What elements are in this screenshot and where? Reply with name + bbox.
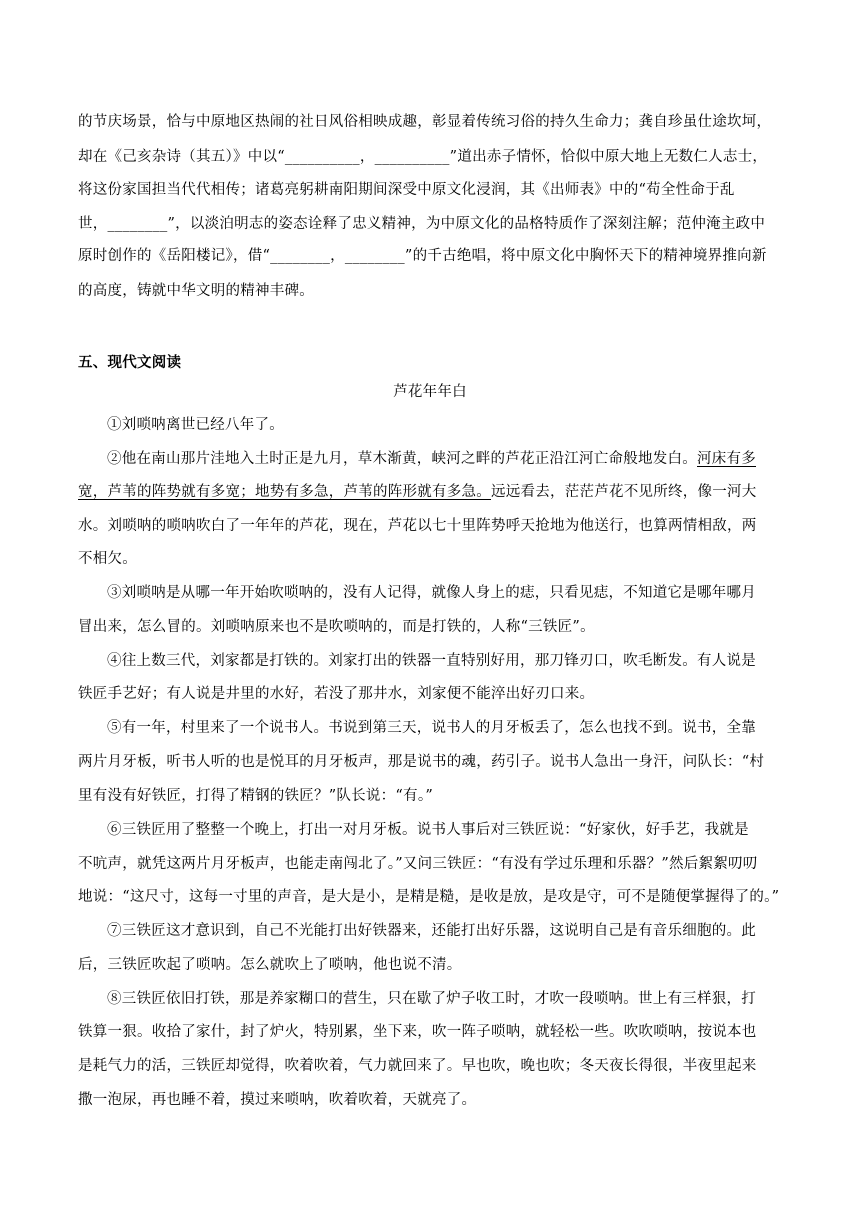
underlined-text: 宽，芦苇的阵势就有多宽；地势有多急，芦苇的阵形就有多急。 (78, 484, 491, 500)
paragraph-2-line: 不相欠。 (78, 551, 137, 567)
plain-text: 远远看去，茫茫芦花不见所终，像一河大 (491, 484, 757, 500)
paragraph-3-line: ③刘唢呐是从哪一年开始吹唢呐的，没有人记得，就像人身上的痣，只看见痣，不知道它是哪年哪月 (107, 585, 756, 601)
paragraph-5-line: 两片月牙板，听书人听的也是悦耳的月牙板声，那是说书的魂，药引子。说书人急出一身汗，问队长：“村 (78, 754, 765, 770)
text-line: 原时创作的《岳阳楼记》，借“________，________”的千古绝唱，将中原文化中胸怀天下的精神境界推向新 (78, 248, 767, 264)
paragraph-8-line: 铁算一狠。收拾了家什，封了炉火，特别累，坐下来，吹一阵子唢呐，就轻松一些。吹吹唢呐，按说本也 (78, 1024, 757, 1040)
paragraph-6-line: ⑥三铁匠用了整整一个晚上，打出一对月牙板。说书人事后对三铁匠说：“好家伙，好手艺，我就是 (107, 822, 749, 838)
article-title: 芦花年年白 (393, 384, 467, 400)
paragraph-2-line: 水。刘唢呐的唢呐吹白了一年年的芦花，现在，芦花以七十里阵势呼天抢地为他送行，也算两情相敌，两 (78, 518, 757, 534)
text-line: 的节庆场景，恰与中原地区热闹的社日风俗相映成趣，彰显着传统习俗的持久生命力；龚自珍虽仕途坎坷， (78, 114, 772, 130)
paragraph-8-line: 是耗气力的活，三铁匠却觉得，吹着吹着，气力就回来了。早也吹，晚也吹；冬天夜长得很，半夜里起来 (78, 1058, 757, 1074)
paragraph-3-line: 冒出来，怎么冒的。刘唢呐原来也不是吹唢呐的，而是打铁的，人称“三铁匠”。 (78, 619, 595, 635)
paragraph-7-line: ⑦三铁匠这才意识到，自己不光能打出好铁器来，还能打出好乐器，这说明自己是有音乐细胞的。此 (107, 923, 756, 939)
text-line: 的高度，铸就中华文明的精神丰碑。 (78, 283, 314, 299)
paragraph-5-line: 里有没有好铁匠，打得了精钢的铁匠？”队长说：“有。” (78, 788, 433, 804)
text-line: 世，________”，以淡泊明志的姿态诠释了忠义精神，为中原文化的品格特质作了深刻注解；范仲淹主政中 (78, 216, 766, 232)
paragraph-4-line: 铁匠手艺好；有人说是井里的水好，若没了那井水，刘家便不能淬出好刃口来。 (78, 686, 595, 702)
paragraph-1: ①刘唢呐离世已经八年了。 (107, 417, 284, 433)
plain-text: ②他在南山那片洼地入土时正是九月，草木渐黄，峡河之畔的芦花正沿江河亡命般地发白。 (107, 451, 697, 467)
paragraph-2-line (78, 482, 784, 502)
paragraph-5-line: ⑤有一年，村里来了一个说书人。书说到第三天，说书人的月牙板丢了，怎么也找不到。说书，全靠 (107, 720, 756, 736)
underlined-text: 河床有多 (697, 451, 756, 467)
section-heading: 五、现代文阅读 (78, 355, 182, 371)
paragraph-8-line: ⑧三铁匠依旧打铁，那是养家糊口的营生，只在歇了炉子收工时，才吹一段唢呐。世上有三样狠，打 (107, 991, 756, 1007)
paragraph-8-line: 撒一泡尿，再也睡不着，摸过来唢呐，吹着吹着，天就亮了。 (78, 1092, 477, 1108)
paragraph-6-line: 地说：“这尺寸，这每一寸里的声音，是大是小，是精是糙，是收是放，是攻是守，可不是随便掌握得了的。” (78, 889, 780, 905)
paragraph-2-line (107, 449, 784, 469)
text-line: 却在《己亥杂诗（其五）》中以“__________，__________”道出赤子情怀，恰似中原大地上无数仁人志士， (78, 149, 768, 165)
text-line: 将这份家国担当代代相传；诸葛亮躬耕南阳期间深受中原文化浸润，其《出师表》中的“苟全性命于乱 (78, 182, 735, 198)
paragraph-7-line: 后，三铁匠吹起了唢呐。怎么就吹上了唢呐，他也说不清。 (78, 957, 462, 973)
paragraph-4-line: ④往上数三代，刘家都是打铁的。刘家打出的铁器一直特别好用，那刀锋刃口，吹毛断发。有人说是 (107, 653, 756, 669)
paragraph-6-line: 不吭声，就凭这两片月牙板声，也能走南闯北了。”又问三铁匠：“有没有学过乐理和乐器？”然后絮絮叨叨 (78, 856, 758, 872)
